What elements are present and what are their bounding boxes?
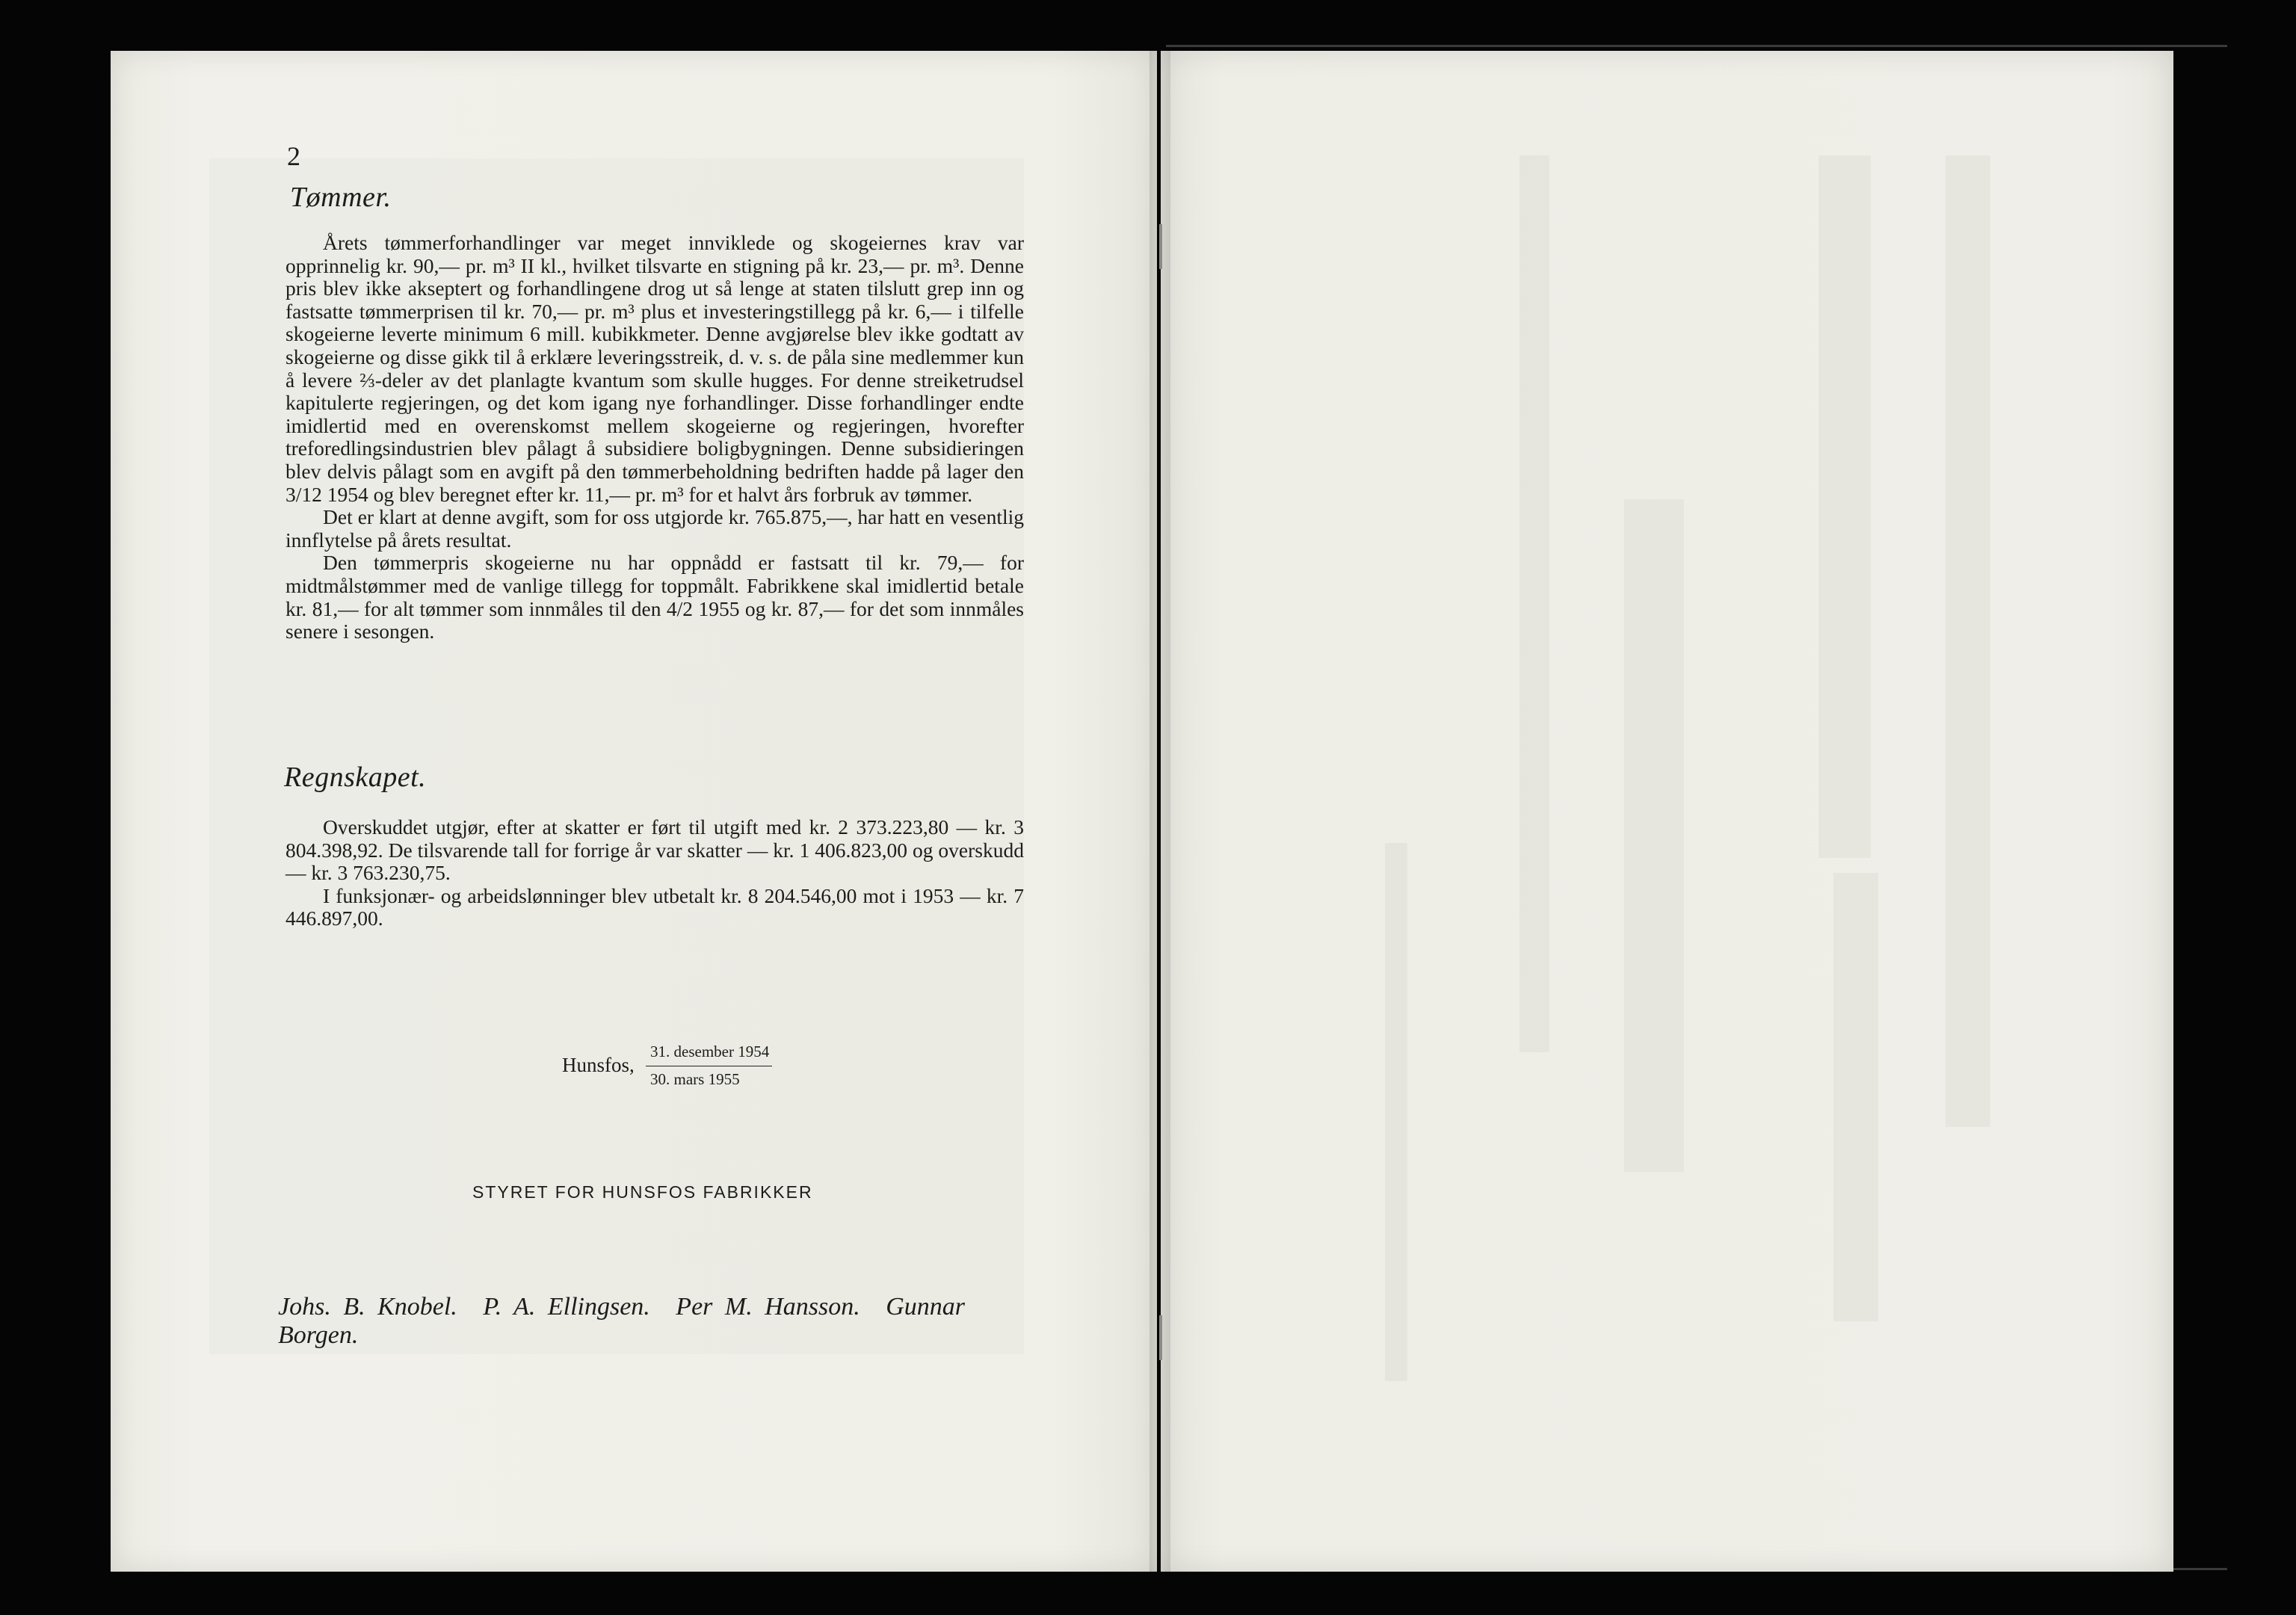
bleed-through [1818, 155, 1871, 858]
signature: Johs. B. Knobel. [278, 1293, 457, 1321]
staple [1159, 1315, 1162, 1360]
staple [1159, 224, 1162, 269]
place: Hunsfos, [562, 1054, 635, 1076]
date-1: 31. desember 1954 [646, 1039, 772, 1066]
section-heading-regnskapet: Regnskapet. [284, 762, 427, 793]
dates [646, 1039, 772, 1092]
bleed-through [1833, 873, 1878, 1321]
signatures [278, 1293, 1025, 1350]
scan-edge-mark [1166, 45, 2227, 47]
signature: Per M. Hansson. [676, 1293, 860, 1321]
signature: P. A. Ellingsen. [483, 1293, 650, 1321]
signature: Gunnar Borgen. [278, 1293, 966, 1349]
bleed-through [1385, 843, 1407, 1381]
paragraph: I funksjonær- og arbeidslønninger blev utbetalt kr. 8 204.546,00 mot i 1953 — kr. 7 446.897,00. [286, 883, 1024, 930]
section-heading-tommer: Tømmer. [290, 182, 392, 213]
bleed-through [1624, 499, 1684, 1172]
page-number: 2 [287, 141, 300, 171]
paragraph: Årets tømmerforhandlinger var meget innviklede og skogeiernes krav var opprinnelig kr. 90,— pr. m³ II kl., hvilket tilsvarte en stigning på kr. 23,— pr. m³. Denne pris blev ikke akseptert og forhandlingene drog ut så lenge at staten tilslutt grep inn og fastsatte tømmerprisen til kr. 70,— pr. m³ plus et investeringstillegg på kr. 6,— i tilfelle skogeierne leverte minimum 6 mill. kubikkmeter. Denne avgjørelse blev ikke godtatt av skogeierne og disse gikk til å erklære leveringsstreik, d. v. s. de påla sine medlemmer kun å levere ⅔-deler av det planlagte kvantum som skulle hugges. For denne streiketrudsel kapitulerte regjeringen, og det kom igang nye forhandlinger. Disse forhandlinger endte imidlertid med en overenskomst mellem skogeierne og regjeringen, hvorefter treforedlingsindustrien blev pålagt å subsidiere boligbygningen. Denne subsidieringen blev delvis pålagt som en avgift på den tømmerbeholdning bedriften hadde på lager den 3/12 1954 og blev beregnet efter kr. 11,— pr. m³ for et halvt års forbruk av tømmer. [286, 231, 1024, 506]
section-body-regnskapet [286, 816, 1024, 930]
bleed-through [1519, 155, 1549, 1052]
bleed-through [1945, 155, 1990, 1127]
place-and-date [562, 1039, 846, 1091]
board-name: STYRET FOR HUNSFOS FABRIKKER [472, 1182, 813, 1202]
date-2: 30. mars 1955 [650, 1070, 740, 1088]
section-body-tommer [286, 232, 1024, 643]
paragraph: Overskuddet utgjør, efter at skatter er ført til utgift med kr. 2 373.223,80 — kr. 3 804.398,92. De tilsvarende tall for forrige år var skatter — kr. 1 406.823,00 og overskudd — kr. 3 763.230,75. [286, 815, 1024, 885]
paragraph: Det er klart at denne avgift, som for oss utgjorde kr. 765.875,—, har hatt en vesentlig innflytelse på årets resultat. [286, 505, 1024, 552]
paragraph: Den tømmerpris skogeierne nu har oppnådd er fastsatt til kr. 79,— for midtmålstømmer med de vanlige tillegg for toppmålt. Fabrikkene skal imidlertid betale kr. 81,— for alt tømmer som innmåles til den 4/2 1955 og kr. 87,— for det som innmåles senere i sesongen. [286, 551, 1024, 643]
right-page [1161, 51, 2173, 1572]
